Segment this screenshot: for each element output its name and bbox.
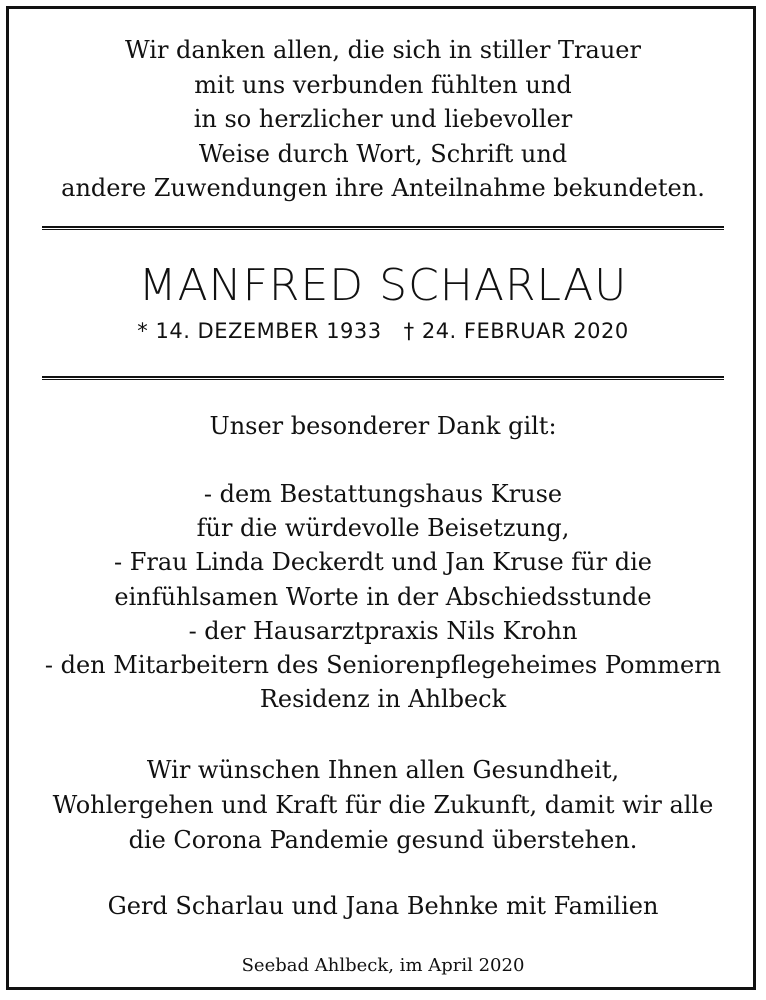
wishes-line: Wir wünschen Ihnen allen Gesundheit, — [146, 756, 620, 784]
intro-line: Weise durch Wort, Schrift und — [198, 139, 568, 168]
place-and-date: Seebad Ahlbeck, im April 2020 — [241, 955, 525, 976]
thanks-line: - den Mitarbeitern des Seniorenpflegeheimes Pommern — [44, 651, 722, 680]
death-date: † 24. FEBRUAR 2020 — [403, 319, 629, 343]
deceased-name: MANFRED SCHARLAU — [138, 260, 628, 311]
intro-text — [0, 33, 766, 206]
thanks-line: - der Hausarztpraxis Nils Krohn — [188, 616, 578, 645]
intro-line: in so herzlicher und liebevoller — [193, 105, 573, 133]
thanks-line: - Frau Linda Deckerdt und Jan Kruse für die — [114, 548, 652, 577]
thanks-line: für die würdevolle Beisetzung, — [196, 514, 570, 543]
intro-line: mit uns verbunden fühlten und — [194, 70, 572, 99]
wishes-text — [0, 753, 766, 858]
intro-line: andere Zuwendungen ihre Anteilnahme bekundeten. — [61, 174, 705, 202]
divider-top — [42, 226, 724, 230]
divider-bottom — [42, 376, 724, 380]
family-signature: Gerd Scharlau und Jana Behnke mit Familien — [107, 892, 659, 920]
wishes-line: die Corona Pandemie gesund überstehen. — [128, 826, 638, 854]
thanks-title: Unser besonderer Dank gilt: — [209, 412, 557, 440]
wishes-line: Wohlergehen und Kraft für die Zukunft, damit wir alle — [52, 791, 714, 819]
life-dates — [0, 316, 766, 346]
intro-line: Wir danken allen, die sich in stiller Trauer — [125, 36, 641, 64]
thanks-line: einfühlsamen Worte in der Abschiedsstunde — [114, 582, 652, 611]
birth-date: * 14. DEZEMBER 1933 — [137, 319, 382, 343]
thanks-line: Residenz in Ahlbeck — [259, 685, 507, 714]
thanks-line: - dem Bestattungshaus Kruse — [203, 480, 563, 508]
thanks-list — [0, 477, 766, 716]
